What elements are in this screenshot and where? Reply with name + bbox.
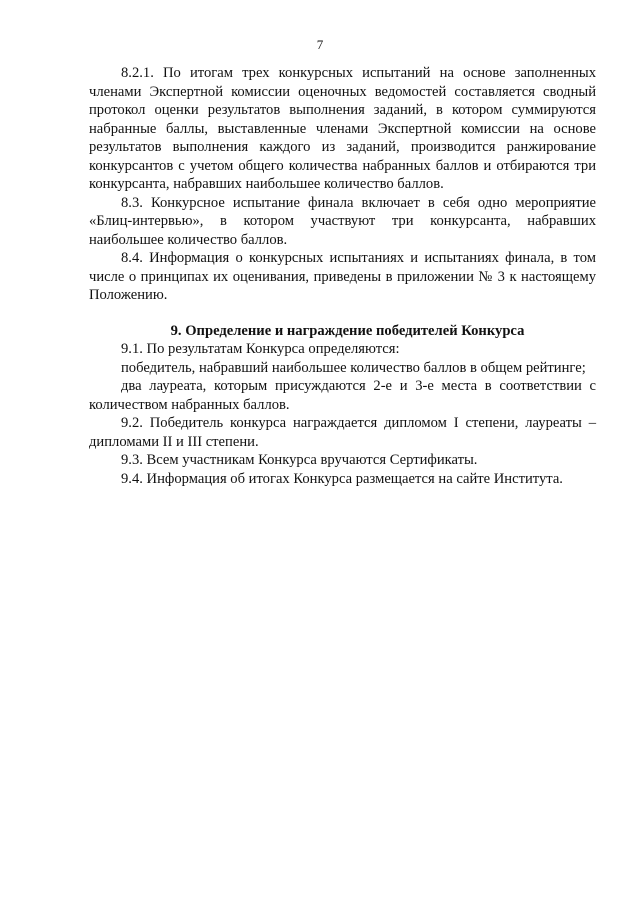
section-9-heading: 9. Определение и награждение победителей Конкурса: [170, 322, 525, 339]
list-item-winner: победитель, набравший наибольшее количество баллов в общем рейтинге;: [121, 359, 586, 376]
paragraph-9-4: 9.4. Информация об итогах Конкурса размещается на сайте Института.: [121, 470, 563, 487]
paragraph-8-2-1: 8.2.1. По итогам трех конкурсных испытаний на основе заполненных членами Экспертной комиссии оценочных ведомостей составляется сводный протокол оценки результатов выполнения заданий, в котором суммируются набранные баллы, выставленные членами Экспертной комиссии на основе результатов выполнения каждого из заданий, производится ранжирование конкурсантов с учетом общего количества набранных баллов и отбираются три конкурсанта, набравших наибольшее количество баллов.: [89, 65, 596, 192]
page-number: 7: [316, 37, 324, 52]
paragraph-9-1: 9.1. По результатам Конкурса определяются:: [121, 341, 400, 357]
list-item-laureates: два лауреата, которым присуждаются 2-е и 3-е места в соответствии с количеством набранных баллов.: [89, 378, 596, 413]
paragraph-8-4: 8.4. Информация о конкурсных испытаниях и испытаниях финала, в том числе о принципах их оценивания, приведены в приложении № 3 к настоящему Положению.: [89, 250, 596, 303]
document-body: [89, 64, 596, 488]
paragraph-8-3: 8.3. Конкурсное испытание финала включает в себя одно мероприятие «Блиц-интервью», в котором участвуют три конкурсанта, набравших наибольшее количество баллов.: [89, 194, 596, 248]
paragraph-9-3: 9.3. Всем участникам Конкурса вручаются Сертификаты.: [121, 452, 478, 468]
paragraph-9-2: 9.2. Победитель конкурса награждается дипломом I степени, лауреаты – дипломами II и III степени.: [89, 415, 596, 450]
